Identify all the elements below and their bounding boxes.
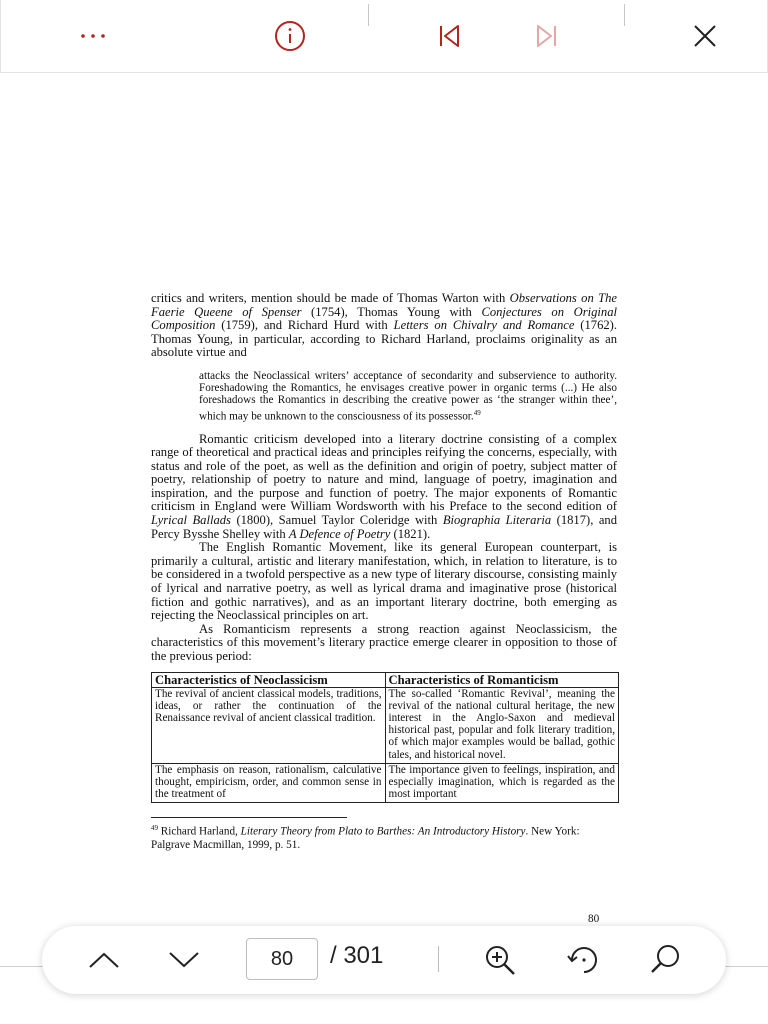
toolbar-divider	[368, 4, 369, 26]
toolbar-divider	[624, 4, 625, 26]
more-options-button[interactable]	[71, 14, 115, 58]
last-page-button[interactable]	[525, 14, 569, 58]
paragraph: Romantic criticism developed into a literary doctrine consisting of a complex range of theoretical and practical ideas and principles reifying the concerns, especially, with status and role of the poet, as well as the definition and origin of poetry, subject matter of poetry, relationship of poetry to nature and mind, language of poetry, imagination and inspiration, and the purpose and function of poetry. The major exponents of Romantic criticism in England were William Wordsworth with his Preface to the second edition of Lyrical Ballads (1800), Samuel Taylor Coleridge with Biographia Literaria (1817), and Percy Bysshe Shelley with A Defence of Poetry (1821).	[151, 431, 618, 541]
first-page-button[interactable]	[427, 14, 471, 58]
footnote: $^{49}$ Richard Harland, Literary Theory from Plato to Barthes: An Introductory History. New York: Palgrave Macmillan, 1999, p. 51.	[151, 824, 580, 852]
paragraph: As Romanticism represents a strong reaction against Neoclassicism, the characteristics of this movement’s literary practice emerge clearer in opposition to those of the previous period:	[151, 621, 617, 664]
info-button[interactable]	[268, 14, 312, 58]
table-header: Characteristics of Neoclassicism	[152, 672, 386, 687]
total-pages-label: / 301	[330, 942, 384, 969]
table-header-row	[152, 672, 619, 687]
footnote-ref: 49	[473, 408, 481, 417]
toolbar-divider	[438, 946, 439, 972]
page-number-input[interactable]: 80	[246, 938, 318, 980]
previous-page-button[interactable]	[80, 936, 128, 984]
close-button[interactable]	[683, 14, 727, 58]
block-quote: attacks the Neoclassical writers’ acceptance of secondarity and subservience to authority. Foreshadowing the Romantics, he envisages creative power in organic terms (...) He also foreshadows the Romantics in describing the creative power as ‘the stranger within thee’, which may be unknown to the consciousness of its possessor.$^{49}$	[199, 369, 617, 423]
rotate-button[interactable]	[560, 936, 608, 984]
table-row	[152, 687, 619, 763]
zoom-in-button[interactable]	[476, 936, 524, 984]
divider	[724, 966, 768, 967]
chevron-down-icon	[166, 950, 202, 970]
top-toolbar	[0, 0, 768, 73]
search-icon	[648, 942, 684, 978]
paragraph: critics and writers, mention should be made of Thomas Warton with Observations on The Faerie Queene of Spenser (1754), Thomas Young with Conjectures on Original Composition (1759), and Richard Hurd with Letters on Chivalry and Romance (1762). Thomas Young, in particular, according to Richard Harland, proclaims originality as an absolute virtue and	[151, 291, 618, 360]
zoom-in-icon	[482, 942, 518, 978]
table-cell: The so-called ‘Romantic Revival’, meaning the revival of the national cultural heritage, the new interest in the Anglo-Saxon and medieval historical past, popular and folk literary tradition, of which major examples would be ballad, gothic tales, and historical novel.	[385, 687, 619, 763]
table-header: Characteristics of Romanticism	[385, 672, 619, 687]
paragraph: The English Romantic Movement, like its general European counterpart, is primarily a cultural, artistic and literary manifestation, which, in relation to literature, is to be considered in a twofold perspective as a new type of literary discourse, consisting mainly of lyrical and narrative poetry, as well as lyrical drama and imaginative prose (historical fiction and gothic narratives), and as an important literary doctrine, both emerging as rejecting the Neoclassical principles on art.	[151, 540, 617, 623]
first-page-icon	[434, 21, 464, 51]
next-page-button[interactable]	[160, 936, 208, 984]
table-cell: The importance given to feelings, inspiration, and especially imagination, which is regarded as the most important	[385, 763, 619, 803]
last-page-icon	[532, 21, 562, 51]
comparison-table	[151, 672, 619, 804]
divider	[0, 966, 44, 967]
search-button[interactable]	[642, 936, 690, 984]
rotate-icon	[566, 942, 602, 978]
table-cell: The revival of ancient classical models, traditions, ideas, or rather the continuation of the Renaissance revival of ancient classical tradition.	[152, 687, 386, 763]
chevron-up-icon	[86, 950, 122, 970]
more-icon	[75, 30, 111, 42]
table-cell: The emphasis on reason, rationalism, calculative thought, empiricism, order, and common sense in the treatment of	[152, 763, 386, 803]
close-icon	[690, 21, 720, 51]
document-page	[151, 292, 617, 852]
info-icon	[273, 19, 307, 53]
footnote-rule	[151, 817, 347, 818]
table-row	[152, 763, 619, 803]
page-number: 80	[588, 913, 600, 925]
bottom-navigation-bar	[42, 926, 726, 994]
